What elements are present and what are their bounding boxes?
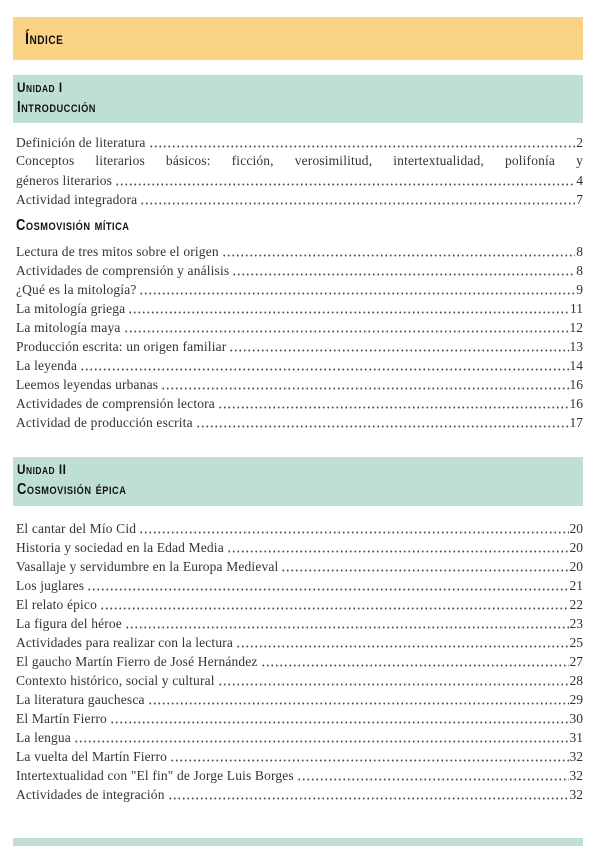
dot-leader bbox=[170, 759, 568, 762]
toc-entry bbox=[13, 317, 583, 336]
toc-entry-label: Contexto histórico, social y cultural bbox=[16, 673, 215, 688]
dot-leader bbox=[87, 588, 568, 591]
toc-entry bbox=[13, 765, 583, 784]
toc-entry bbox=[13, 689, 583, 708]
toc-entry-page: 13 bbox=[569, 339, 583, 354]
toc-entry-page: 20 bbox=[569, 521, 583, 536]
toc-entry-page: 8 bbox=[576, 244, 583, 259]
toc-entry-label: Actividades de integración bbox=[16, 787, 165, 802]
toc-entry bbox=[13, 393, 583, 412]
toc-entry-label: Lectura de tres mitos sobre el origen bbox=[16, 244, 219, 259]
dot-leader bbox=[236, 645, 568, 648]
toc-entry bbox=[13, 727, 583, 746]
dot-leader bbox=[227, 550, 569, 553]
toc-entry-label: Vasallaje y servidumbre en la Europa Medieval bbox=[16, 559, 279, 574]
toc-entry bbox=[13, 298, 583, 317]
unit-1-label: Unidad I bbox=[17, 79, 63, 95]
toc-entry-page: 31 bbox=[569, 730, 583, 745]
dot-leader bbox=[139, 531, 568, 534]
toc-entry-label: El relato épico bbox=[16, 597, 97, 612]
toc-entry-wrapped-line1: Conceptos literarios básicos: ficción, verosimilitud, intertextualidad, polifonía y bbox=[16, 153, 583, 168]
toc-entry-page: 30 bbox=[569, 711, 583, 726]
toc-entry-label: ¿Qué es la mitología? bbox=[16, 282, 137, 297]
toc-entry-label: El cantar del Mío Cid bbox=[16, 521, 137, 536]
unit-2-label: Unidad II bbox=[17, 461, 67, 477]
dot-leader bbox=[139, 292, 575, 295]
toc-entry bbox=[13, 518, 583, 537]
toc-entry-label: La leyenda bbox=[16, 358, 78, 373]
toc-entry-page: 22 bbox=[569, 597, 583, 612]
dot-leader bbox=[148, 702, 569, 705]
dot-leader bbox=[74, 740, 569, 743]
toc-entry bbox=[13, 746, 583, 765]
toc-entry-page: 29 bbox=[569, 692, 583, 707]
unit-2-bar bbox=[13, 457, 583, 506]
toc-entry-page: 17 bbox=[569, 415, 583, 430]
toc-entry-label: La mitología griega bbox=[16, 301, 126, 316]
toc-entry bbox=[13, 670, 583, 689]
toc-entry-page: 20 bbox=[569, 540, 583, 555]
toc-entry-label: La lengua bbox=[16, 730, 71, 745]
toc-entry-page: 27 bbox=[569, 654, 583, 669]
toc-entry bbox=[13, 241, 583, 260]
toc-entry-label: Intertextualidad con "El fin" de Jorge Luis Borges bbox=[16, 768, 294, 783]
toc-entry-label: La literatura gauchesca bbox=[16, 692, 145, 707]
dot-leader bbox=[161, 387, 568, 390]
dot-leader bbox=[115, 183, 575, 186]
dot-leader bbox=[125, 626, 569, 629]
toc-entry-page: 32 bbox=[569, 749, 583, 764]
toc-entry-page: 12 bbox=[569, 320, 583, 335]
toc-entry-label: El gaucho Martín Fierro de José Hernández bbox=[16, 654, 258, 669]
page-title-bar bbox=[13, 17, 583, 60]
toc-entry-page: 25 bbox=[569, 635, 583, 650]
toc-entry-label: Historia y sociedad en la Edad Media bbox=[16, 540, 224, 555]
section-heading-label: Cosmovisión mítica bbox=[16, 217, 130, 234]
toc-entry-page: 16 bbox=[569, 396, 583, 411]
dot-leader bbox=[140, 202, 575, 205]
dot-leader bbox=[232, 273, 575, 276]
toc-entry-page: 7 bbox=[576, 192, 583, 207]
toc-entry bbox=[13, 170, 583, 189]
dot-leader bbox=[100, 607, 569, 610]
dot-leader bbox=[261, 664, 569, 667]
toc-entry-page: 28 bbox=[569, 673, 583, 688]
dot-leader bbox=[124, 330, 569, 333]
toc-entry bbox=[13, 260, 583, 279]
toc-entry bbox=[13, 708, 583, 727]
dot-leader bbox=[218, 683, 569, 686]
unit-2-subtitle: Cosmovisión épica bbox=[17, 481, 127, 498]
toc-entry-page: 32 bbox=[569, 787, 583, 802]
toc-entry-label: Actividades de comprensión y análisis bbox=[16, 263, 230, 278]
toc-entry-page: 11 bbox=[570, 301, 583, 316]
toc-entry bbox=[13, 355, 583, 374]
dot-leader bbox=[281, 569, 568, 572]
toc-entry-page: 23 bbox=[569, 616, 583, 631]
toc-entry bbox=[13, 374, 583, 393]
toc-entry-label: Definición de literatura bbox=[16, 135, 146, 150]
section-heading bbox=[16, 217, 583, 235]
toc-entry-label: Actividad integradora bbox=[16, 192, 138, 207]
toc-entry bbox=[13, 537, 583, 556]
dot-leader bbox=[297, 778, 569, 781]
dot-leader bbox=[196, 425, 569, 428]
toc-entry bbox=[13, 784, 583, 803]
toc-entry-page: 14 bbox=[569, 358, 583, 373]
toc-entry-label: Los juglares bbox=[16, 578, 85, 593]
dot-leader bbox=[229, 349, 568, 352]
unit-1-bar bbox=[13, 75, 583, 123]
toc-entry bbox=[13, 132, 583, 151]
toc-entry-label: La vuelta del Martín Fierro bbox=[16, 749, 168, 764]
toc-entry bbox=[13, 279, 583, 298]
dot-leader bbox=[128, 311, 569, 314]
dot-leader bbox=[149, 145, 576, 148]
toc-entry-page: 8 bbox=[576, 263, 583, 278]
toc-entry-label: Actividades de comprensión lectora bbox=[16, 396, 215, 411]
toc-entry-label: Producción escrita: un origen familiar bbox=[16, 339, 227, 354]
toc-entry bbox=[13, 556, 583, 575]
toc-entry-label: La figura del héroe bbox=[16, 616, 122, 631]
toc-entry bbox=[13, 651, 583, 670]
toc-entry-label: Actividades para realizar con la lectura bbox=[16, 635, 234, 650]
footer-bar bbox=[13, 838, 583, 846]
toc-entry bbox=[13, 613, 583, 632]
toc-entry-page: 16 bbox=[569, 377, 583, 392]
toc-entry-page: 4 bbox=[576, 173, 583, 188]
toc-entry bbox=[13, 336, 583, 355]
dot-leader bbox=[110, 721, 569, 724]
toc-entry-label: Actividad de producción escrita bbox=[16, 415, 193, 430]
dot-leader bbox=[168, 797, 569, 800]
dot-leader bbox=[222, 254, 576, 257]
toc-entry-label: géneros literarios bbox=[16, 173, 113, 188]
toc-entry-page: 2 bbox=[576, 135, 583, 150]
toc-entry-page: 9 bbox=[576, 282, 583, 297]
toc-entry bbox=[13, 575, 583, 594]
toc-entry bbox=[13, 412, 583, 431]
toc-entry bbox=[13, 632, 583, 651]
toc-entry bbox=[13, 594, 583, 613]
toc-entry-label: El Martín Fierro bbox=[16, 711, 107, 726]
dot-leader bbox=[80, 368, 568, 371]
toc-entry-label: La mitología maya bbox=[16, 320, 121, 335]
toc-entry-label: Leemos leyendas urbanas bbox=[16, 377, 159, 392]
page-title: Índice bbox=[25, 28, 64, 48]
toc-entry-page: 32 bbox=[569, 768, 583, 783]
dot-leader bbox=[218, 406, 569, 409]
toc-entry-page: 20 bbox=[569, 559, 583, 574]
unit-1-subtitle: Introducción bbox=[17, 99, 96, 116]
toc-entry-page: 21 bbox=[569, 578, 583, 593]
toc-entry bbox=[13, 189, 583, 208]
